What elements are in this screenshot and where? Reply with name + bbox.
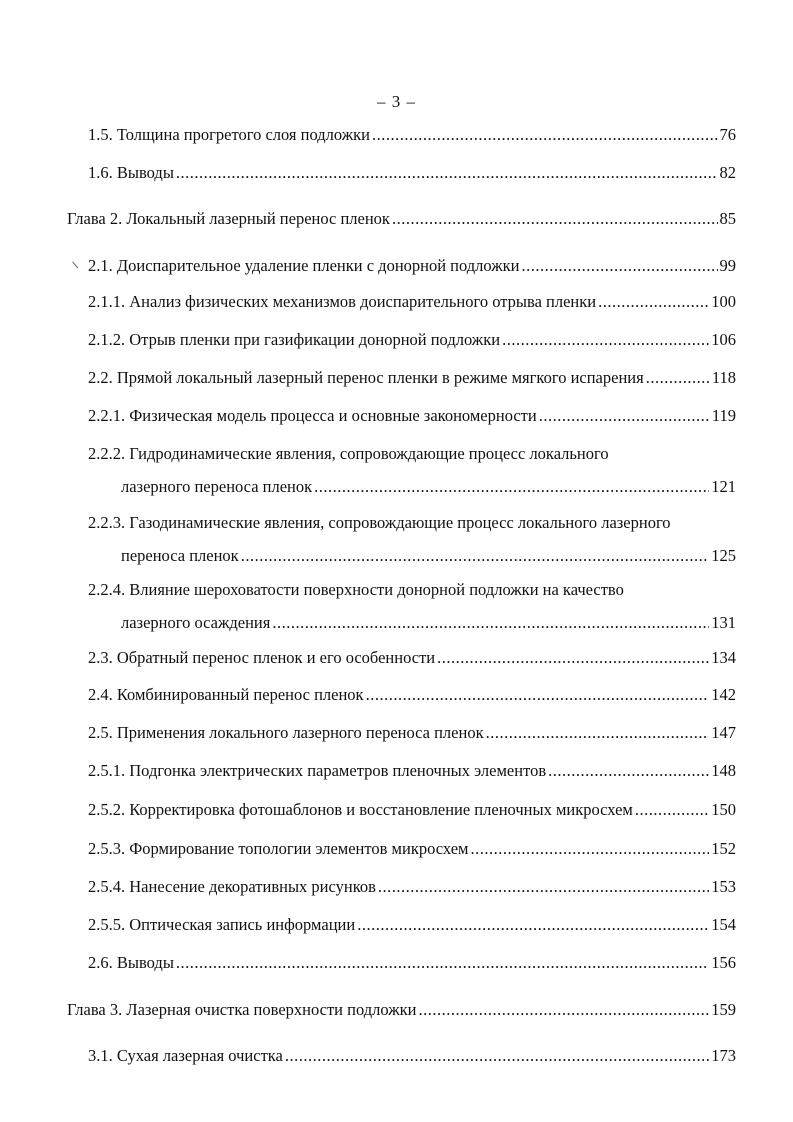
toc-entry-title-continued: лазерного переноса пленок (121, 477, 313, 496)
toc-entry-page: 118 (711, 368, 736, 387)
toc-leader-dots (539, 405, 710, 427)
toc-entry-page: 100 (711, 292, 736, 311)
toc-entry-title: 1.5. Толщина прогретого слоя подложки (88, 125, 370, 144)
toc-entry (88, 405, 736, 427)
toc-entry-title: 2.1.1. Анализ физических механизмов доиспарительного отрыва пленки (88, 292, 597, 311)
toc-chapter-entry (67, 999, 736, 1021)
toc-entry (88, 1045, 736, 1067)
toc-entry-title: 2.5.1. Подгонка электрических параметров пленочных элементов (88, 761, 547, 780)
toc-entry-title: 2.5. Применения локального лазерного переноса пленок (88, 723, 484, 742)
toc-leader-dots (522, 255, 718, 277)
toc-leader-dots (598, 291, 709, 313)
toc-entry-title: Глава 2. Локальный лазерный перенос пленок (67, 209, 390, 228)
toc-leader-dots (418, 999, 709, 1021)
toc-entry-title: 2.5.5. Оптическая запись информации (88, 915, 356, 934)
toc-entry-page: 150 (711, 800, 736, 819)
toc-entry (88, 162, 736, 184)
toc-entry (88, 291, 736, 313)
toc-entry-page: 131 (711, 613, 736, 632)
toc-chapter-entry (67, 208, 736, 230)
toc-entry (88, 255, 736, 277)
toc-entry-title: 3.1. Сухая лазерная очистка (88, 1046, 283, 1065)
toc-entry-title: 2.2. Прямой локальный лазерный перенос пленки в режиме мягкого испарения (88, 368, 644, 387)
toc-entry (88, 579, 736, 634)
toc-leader-dots (392, 208, 718, 230)
toc-leader-dots (372, 124, 718, 146)
toc-entry-title: 1.6. Выводы (88, 163, 174, 182)
toc-entry-title: 2.2.2. Гидродинамические явления, сопровождающие процесс локального (88, 444, 609, 463)
toc-entry-title: 2.1. Доиспарительное удаление пленки с донорной подложки (88, 256, 520, 275)
toc-leader-dots (285, 1045, 709, 1067)
toc-entry-title: 2.1.2. Отрыв пленки при газификации донорной подложки (88, 330, 501, 349)
toc-leader-dots (366, 684, 710, 706)
toc-leader-dots (176, 952, 709, 974)
toc-entry-page: 173 (711, 1046, 736, 1065)
toc-entry (88, 329, 736, 351)
toc-entry-page: 153 (711, 877, 736, 896)
toc-entry-title: 2.4. Комбинированный перенос пленок (88, 685, 364, 704)
toc-entry (88, 443, 736, 498)
toc-entry-page: 121 (711, 477, 736, 496)
toc-entry-page: 134 (711, 648, 736, 667)
toc-leader-dots (486, 722, 710, 744)
toc-leader-dots (635, 799, 709, 821)
toc-entry-page: 119 (711, 406, 736, 425)
toc-entry (88, 952, 736, 974)
toc-entry-page: 82 (719, 163, 736, 182)
toc-entry-title: 2.2.3. Газодинамические явления, сопровождающие процесс локального лазерного (88, 513, 671, 532)
toc-entry (88, 838, 736, 860)
toc-entry-title: Глава 3. Лазерная очистка поверхности подложки (67, 1000, 417, 1019)
toc-entry-title: 2.2.4. Влияние шероховатости поверхности донорной подложки на качество (88, 580, 624, 599)
toc-entry-page: 159 (711, 1000, 736, 1019)
toc-entry-title: 2.5.3. Формирование топологии элементов микросхем (88, 839, 469, 858)
toc-leader-dots (241, 545, 710, 567)
toc-entry-title: 2.6. Выводы (88, 953, 174, 972)
toc-entry-page: 154 (711, 915, 736, 934)
toc-entry (88, 914, 736, 936)
toc-entry-page: 125 (711, 546, 736, 565)
toc-leader-dots (357, 914, 709, 936)
toc-entry (88, 760, 736, 782)
toc-leader-dots (378, 876, 709, 898)
toc-entry (88, 876, 736, 898)
toc-entry (88, 124, 736, 146)
toc-entry-title-continued: переноса пленок (121, 546, 239, 565)
toc-leader-dots (548, 760, 709, 782)
toc-entry-page: 106 (711, 330, 736, 349)
toc-leader-dots (470, 838, 709, 860)
toc-entry (88, 722, 736, 744)
toc-leader-dots (437, 647, 709, 669)
toc-entry-title: 2.5.2. Корректировка фотошаблонов и восстановление пленочных микросхем (88, 800, 633, 819)
toc-entry-title: 2.3. Обратный перенос пленок и его особенности (88, 648, 436, 667)
toc-entry-page: 142 (711, 685, 736, 704)
toc-entry (88, 367, 736, 389)
toc-entry-title: 2.5.4. Нанесение декоративных рисунков (88, 877, 376, 896)
toc-entry (88, 799, 736, 821)
toc-entry-page: 148 (711, 761, 736, 780)
toc-leader-dots (272, 612, 709, 634)
toc-leader-dots (502, 329, 709, 351)
toc-entry-page: 99 (719, 256, 736, 275)
page-number: – 3 – (377, 92, 416, 111)
toc-entry-page: 152 (711, 839, 736, 858)
toc-entry (88, 512, 736, 567)
toc-entry-page: 147 (711, 723, 736, 742)
toc-entry-page: 76 (719, 125, 736, 144)
toc-entry (88, 684, 736, 706)
toc-leader-dots (176, 162, 718, 184)
toc-entry-page: 85 (719, 209, 736, 228)
toc-leader-dots (314, 476, 709, 498)
toc-entry (88, 647, 736, 669)
toc-entry-title-continued: лазерного осаждения (121, 613, 271, 632)
toc-entry-title: 2.2.1. Физическая модель процесса и основные закономерности (88, 406, 537, 425)
scan-mark (72, 258, 83, 269)
toc-entry-page: 156 (711, 953, 736, 972)
toc-leader-dots (646, 367, 710, 389)
